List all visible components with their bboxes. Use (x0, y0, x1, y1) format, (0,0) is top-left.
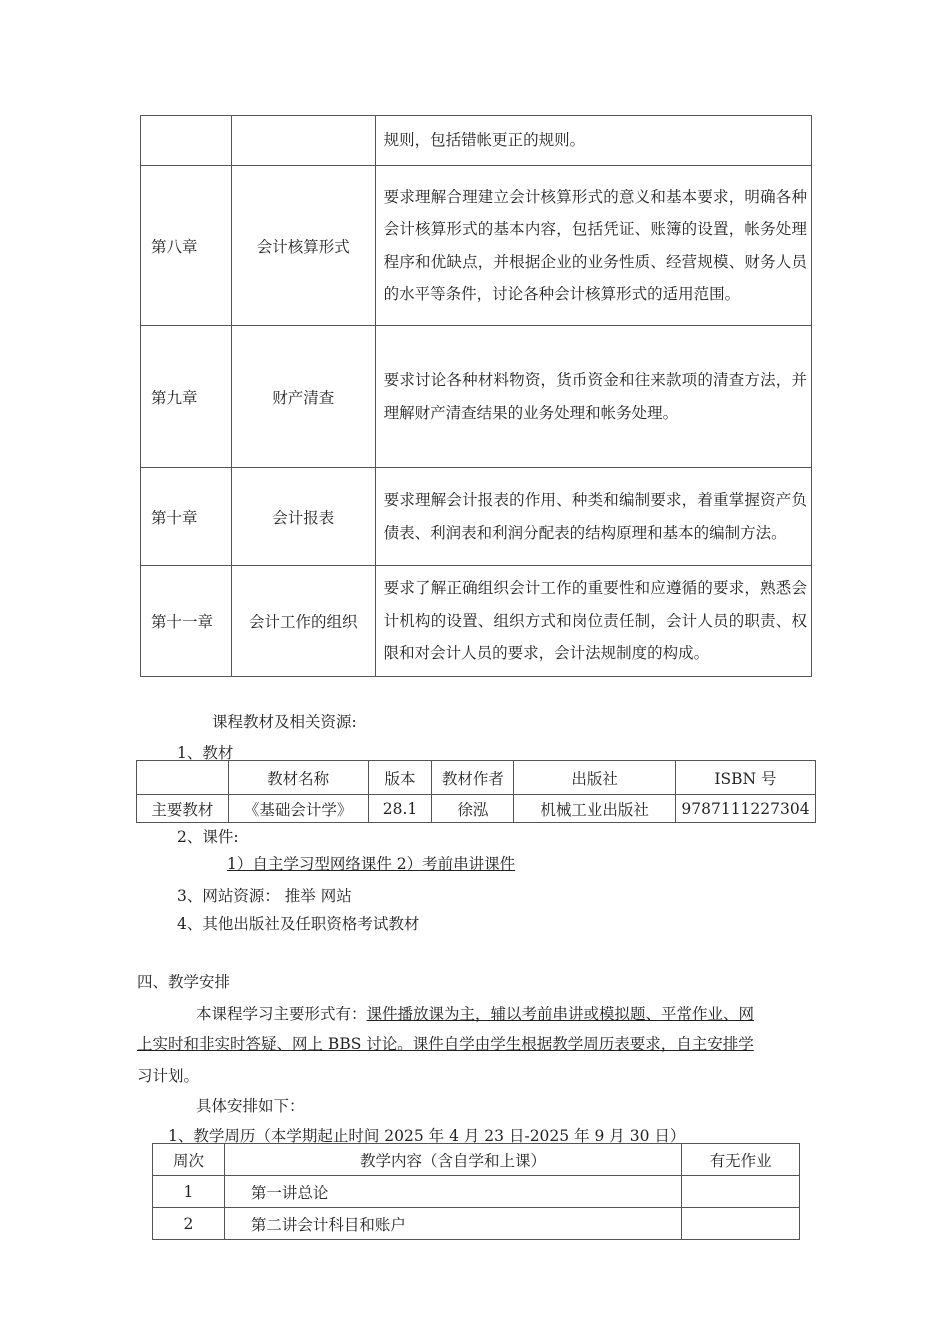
content-cell: 第一讲总论 (224, 1176, 681, 1208)
section-heading: 四、教学安排 (137, 973, 231, 991)
resources-item-website: 3、网站资源： 推举 网站 (177, 887, 352, 905)
chapter-title-cell: 会计核算形式 (231, 166, 375, 326)
chapter-desc-cell: 规则，包括错帐更正的规则。 (375, 116, 811, 166)
table-cell: 徐泓 (432, 795, 514, 823)
paragraph-line: 习计划。 (137, 1067, 200, 1085)
chapter-table (140, 115, 812, 677)
table-cell: 《基础会计学》 (228, 795, 368, 823)
table-row (153, 1176, 800, 1208)
chapter-cell: 第八章 (141, 166, 232, 326)
header-cell: 周次 (153, 1144, 225, 1176)
chapter-desc-cell: 要求了解正确组织会计工作的重要性和应遵循的要求，熟悉会计机构的设置、组织方式和岗位责任制，会计人员的职责、权限和对会计人员的要求，会计法规制度的构成。 (375, 566, 811, 677)
courseware-link[interactable]: 1）自主学习型网络课件 2）考前串讲课件 (227, 855, 516, 873)
arrangement-intro: 具体安排如下： (196, 1097, 305, 1115)
header-cell: 教材名称 (228, 761, 368, 795)
resources-item-other: 4、其他出版社及任职资格考试教材 (177, 915, 420, 933)
table-row (137, 761, 816, 795)
header-cell (137, 761, 229, 795)
chapter-title-cell (231, 116, 375, 166)
table-cell: 主要教材 (137, 795, 229, 823)
table-cell: 28.1 (368, 795, 432, 823)
header-cell: 版本 (368, 761, 432, 795)
table-row (141, 326, 812, 468)
table-row (141, 166, 812, 326)
homework-cell (682, 1208, 800, 1240)
header-cell: 有无作业 (682, 1144, 800, 1176)
table-row (153, 1144, 800, 1176)
chapter-title-cell: 会计工作的组织 (231, 566, 375, 677)
chapter-cell: 第九章 (141, 326, 232, 468)
resources-item-courseware: 2、课件: (177, 828, 239, 846)
textbook-table (136, 760, 816, 823)
table-row (141, 468, 812, 566)
header-cell: ISBN 号 (675, 761, 815, 795)
chapter-cell: 第十章 (141, 468, 232, 566)
calendar-title: 1、教学周历（本学期起止时间 2025 年 4 月 23 日-2025 年 9 月 30 日） (168, 1127, 686, 1145)
chapter-desc-cell: 要求讨论各种材料物资，货币资金和往来款项的清查方法，并理解财产清查结果的业务处理和帐务处理。 (375, 326, 811, 468)
paragraph-underlined: 课件播放课为主，辅以考前串讲或模拟题、平常作业、网 (366, 1005, 755, 1023)
chapter-desc-cell: 要求理解会计报表的作用、种类和编制要求，着重掌握资产负债表、利润表和利润分配表的结构原理和基本的编制方法。 (375, 468, 811, 566)
homework-cell (682, 1176, 800, 1208)
content-cell: 第二讲会计科目和账户 (224, 1208, 681, 1240)
table-cell: 机械工业出版社 (514, 795, 676, 823)
header-cell: 教材作者 (432, 761, 514, 795)
paragraph-prefix: 本课程学习主要形式有： (196, 1005, 367, 1023)
week-cell: 1 (153, 1176, 225, 1208)
paragraph-line: 上实时和非实时答疑、网上 BBS 讨论。课件自学由学生根据教学周历表要求，自主安排学 (137, 1035, 754, 1053)
chapter-title-cell: 会计报表 (231, 468, 375, 566)
chapter-cell (141, 116, 232, 166)
header-cell: 教学内容（含自学和上课） (224, 1144, 681, 1176)
table-cell: 9787111227304 (675, 795, 815, 823)
paragraph-line (196, 1002, 754, 1024)
chapter-desc-cell: 要求理解合理建立会计核算形式的意义和基本要求，明确各种会计核算形式的基本内容，包括凭证、账簿的设置，帐务处理程序和优缺点，并根据企业的业务性质、经营规模、财务人员的水平等条件，讨论各种会计核算形式的适用范围。 (375, 166, 811, 326)
table-row (137, 795, 816, 823)
table-row (141, 566, 812, 677)
table-row (153, 1208, 800, 1240)
schedule-table (152, 1143, 800, 1240)
header-cell: 出版社 (514, 761, 676, 795)
week-cell: 2 (153, 1208, 225, 1240)
table-row (141, 116, 812, 166)
chapter-cell: 第十一章 (141, 566, 232, 677)
chapter-title-cell: 财产清查 (231, 326, 375, 468)
resources-heading: 课程教材及相关资源: (212, 713, 357, 731)
resources-item-textbook: 1、教材 (177, 744, 234, 762)
